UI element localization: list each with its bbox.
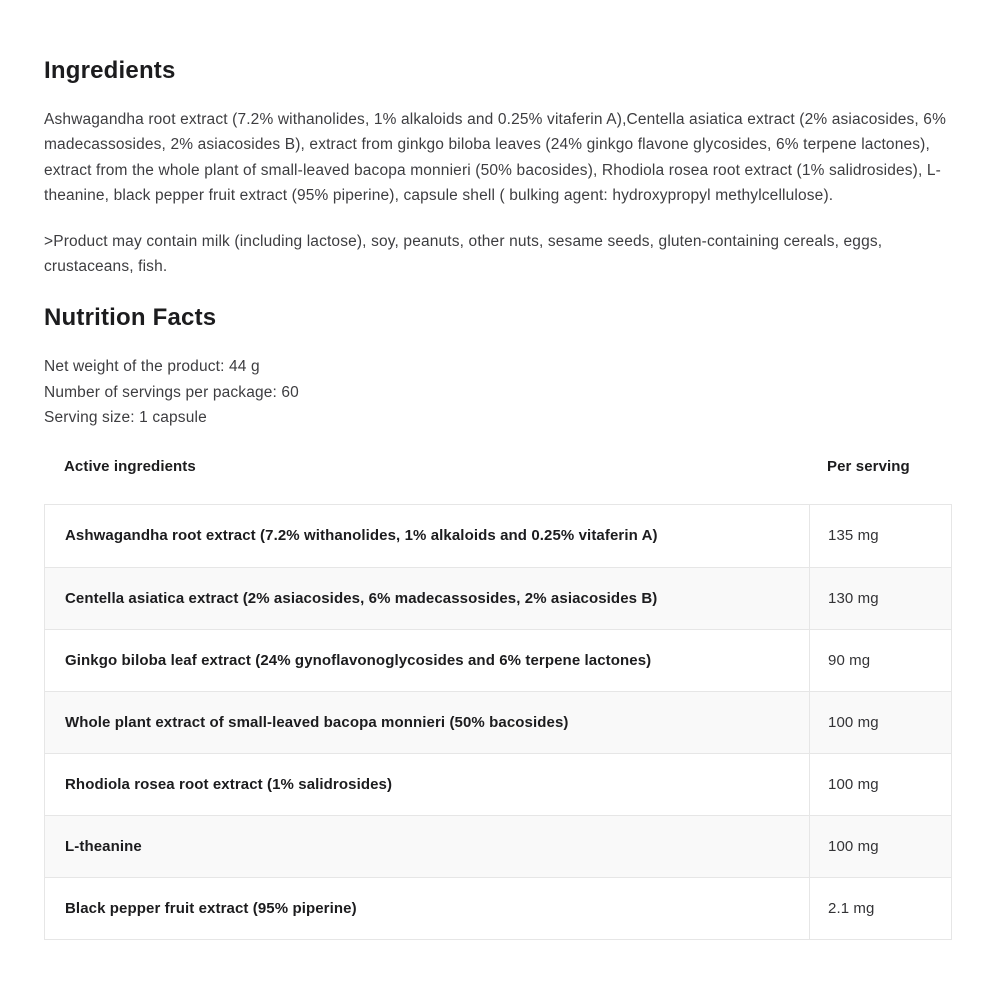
ingredient-name: L-theanine (65, 837, 142, 855)
table-row (45, 629, 951, 691)
table-row (45, 877, 951, 939)
ingredients-section (44, 56, 952, 279)
serving-size-line: Serving size: 1 capsule (44, 409, 207, 427)
table-row (45, 753, 951, 815)
table-row (45, 505, 951, 567)
servings-per-package-line: Number of servings per package: 60 (44, 383, 299, 401)
ingredient-amount: 100 mg (809, 754, 951, 815)
column-header-active-ingredients: Active ingredients (64, 457, 196, 475)
ingredient-amount: 90 mg (809, 630, 951, 691)
ingredient-amount: 100 mg (809, 692, 951, 753)
ingredient-name: Rhodiola rosea root extract (1% salidrosides) (65, 775, 393, 793)
net-weight-line: Net weight of the product: 44 g (44, 358, 260, 376)
nutrition-facts-heading: Nutrition Facts (44, 304, 217, 332)
ingredients-composition-text: Ashwagandha root extract (7.2% withanolides, 1% alkaloids and 0.25% vitaferin A),Centella asiatica extract (2% asiacosides, 6% madecassosides, 2% asiacosides B), extract from ginkgo biloba leaves (24% ginkgo flavone glycosides, 6% terpene lactones), extract from the whole plant of small-leaved bacopa monnieri (50% bacosides), Rhodiola rosea root extract (1% salidrosides), L-theanine, black pepper fruit extract (95% piperine), capsule shell ( bulking agent: hydroxypropyl methylcellulose). (44, 111, 947, 205)
ingredients-heading: Ingredients (44, 57, 176, 84)
ingredient-name: Whole plant extract of small-leaved bacopa monnieri (50% bacosides) (65, 713, 569, 731)
nutrition-table (44, 504, 952, 940)
allergen-note-text: >Product may contain milk (including lactose), soy, peanuts, other nuts, sesame seeds, gluten-containing cereals, eggs, crustaceans, fish. (44, 232, 883, 276)
ingredient-name: Ashwagandha root extract (7.2% withanolides, 1% alkaloids and 0.25% vitaferin A) (65, 527, 658, 545)
column-header-per-serving: Per serving (827, 457, 910, 475)
ingredient-name: Ginkgo biloba leaf extract (24% gynoflavonoglycosides and 6% terpene lactones) (65, 651, 652, 669)
ingredient-name: Centella asiatica extract (2% asiacosides, 6% madecassosides, 2% asiacosides B) (65, 589, 658, 607)
ingredient-amount: 100 mg (809, 816, 951, 877)
ingredient-amount: 135 mg (809, 505, 951, 567)
nutrition-facts-section (44, 303, 952, 939)
nutrition-table-header (44, 458, 952, 475)
table-row (45, 567, 951, 629)
ingredient-amount: 130 mg (809, 568, 951, 629)
nutrition-meta (44, 354, 952, 430)
ingredient-name: Black pepper fruit extract (95% piperine) (65, 899, 357, 917)
ingredient-amount: 2.1 mg (809, 878, 951, 939)
table-row (45, 815, 951, 877)
table-row (45, 691, 951, 753)
